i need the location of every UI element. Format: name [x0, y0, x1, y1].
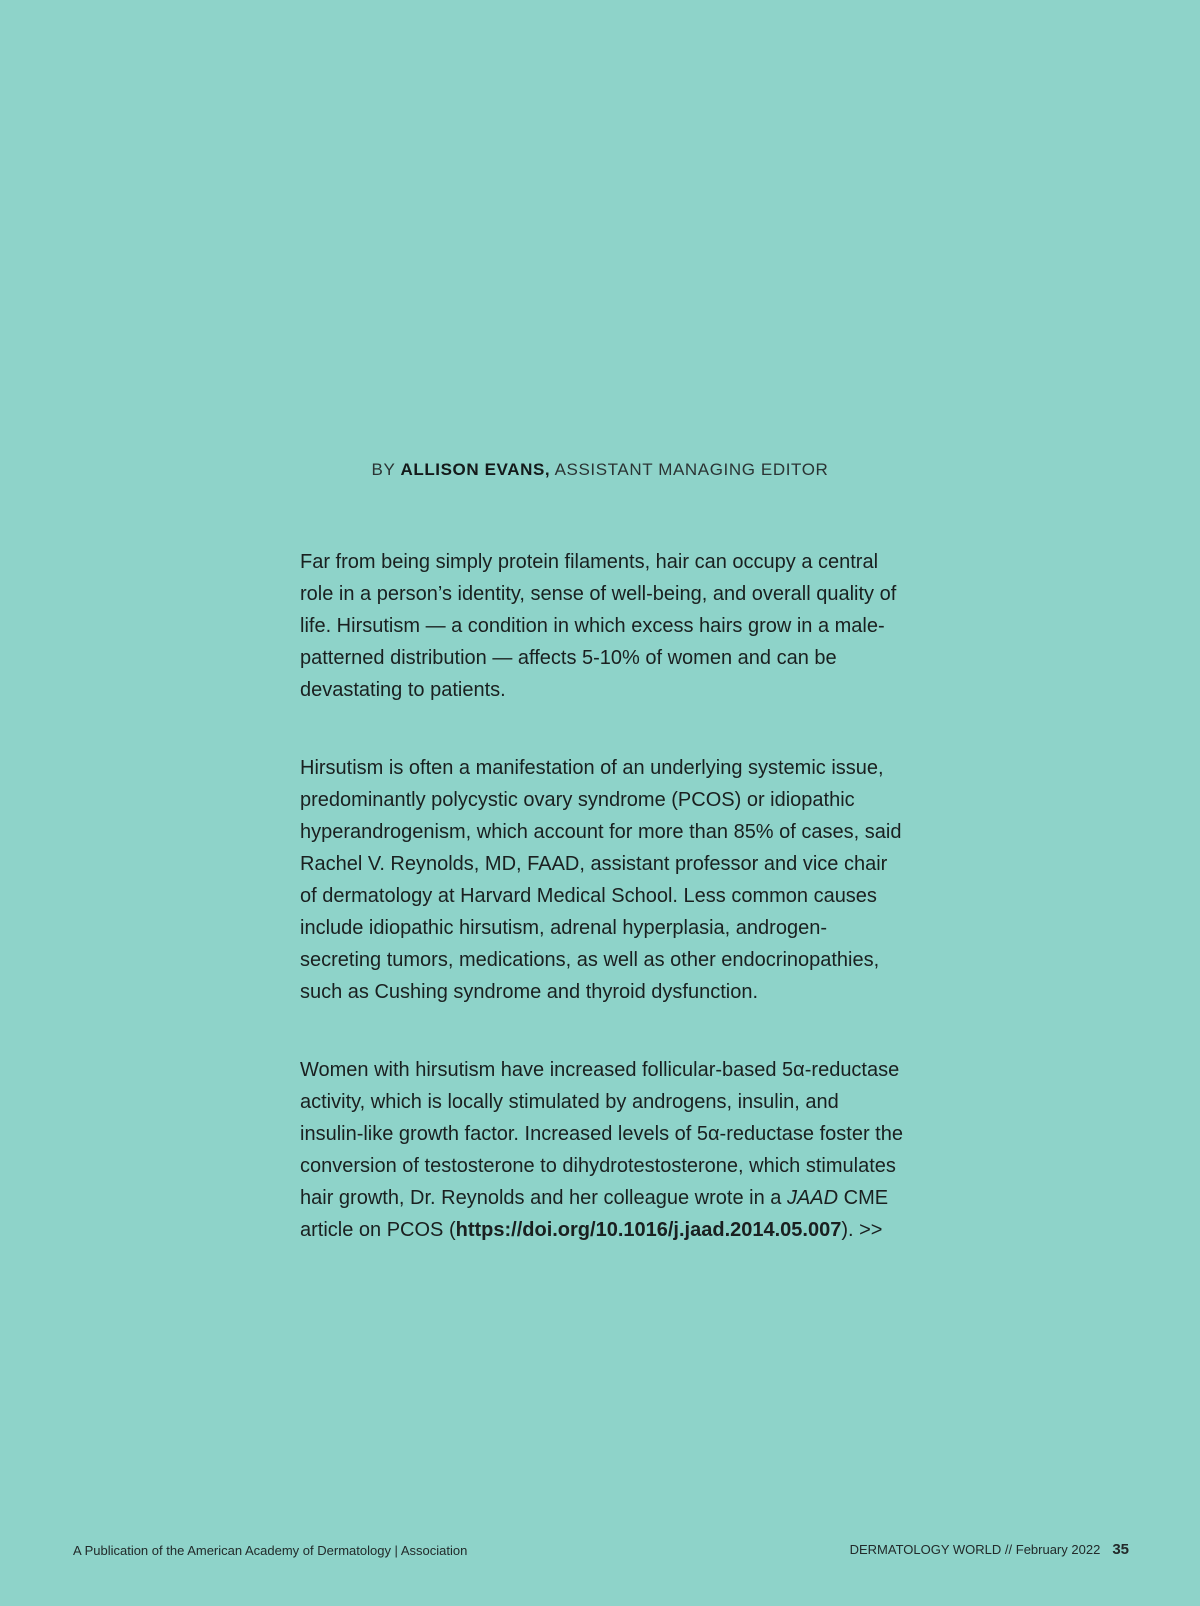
page-number: 35: [1112, 1541, 1129, 1558]
article-paragraph-2: Hirsutism is often a manifestation of an underlying systemic issue, predominantly polycystic ovary syndrome (PCOS) or idiopathic hyperandrogenism, which account for more than 85% of cases, said Rachel V. Reynolds, MD, FAAD, assistant professor and vice chair of dermatology at Harvard Medical School. Less common causes include idiopathic hirsutism, adrenal hyperplasia, androgen-secreting tumors, medications, as well as other endocrinopathies, such as Cushing syndrome and thyroid dysfunction.: [300, 757, 902, 1003]
paragraph-3-text-a: Women with hirsutism have increased follicular-based 5α-reductase activity, which is locally stimulated by androgens, insulin, and insulin-like growth factor. Increased levels of 5α-reductase foster the conversion of testosterone to dihydrotestosterone, which stimulates hair growth, Dr. Reynolds and her colleague wrote in a: [300, 1059, 903, 1209]
byline-prefix: BY: [371, 460, 401, 479]
byline: [0, 460, 1200, 480]
footer-issue: [850, 1541, 1129, 1558]
doi-link[interactable]: https://doi.org/10.1016/j.jaad.2014.05.007: [455, 1219, 842, 1241]
article-paragraph-3: [300, 1054, 904, 1246]
article-paragraph-1: Far from being simply protein filaments, hair can occupy a central role in a person’s identity, sense of well-being, and overall quality of life. Hirsutism — a condition in which excess hairs grow in a male-patterned distribution — affects 5-10% of women and can be devastating to patients.: [300, 551, 897, 701]
journal-name: JAAD: [786, 1187, 839, 1209]
paragraph-3-text-b: CME article on PCOS (: [300, 1187, 889, 1241]
footer-issue-label: DERMATOLOGY WORLD // February 2022: [849, 1542, 1101, 1557]
footer-publication: A Publication of the American Academy of Dermatology | Association: [73, 1543, 468, 1558]
byline-role: ASSISTANT MANAGING EDITOR: [550, 460, 829, 479]
article-body: [300, 546, 904, 1292]
paragraph-3-text-c: ). >>: [841, 1219, 883, 1241]
byline-author: ALLISON EVANS,: [400, 460, 551, 479]
